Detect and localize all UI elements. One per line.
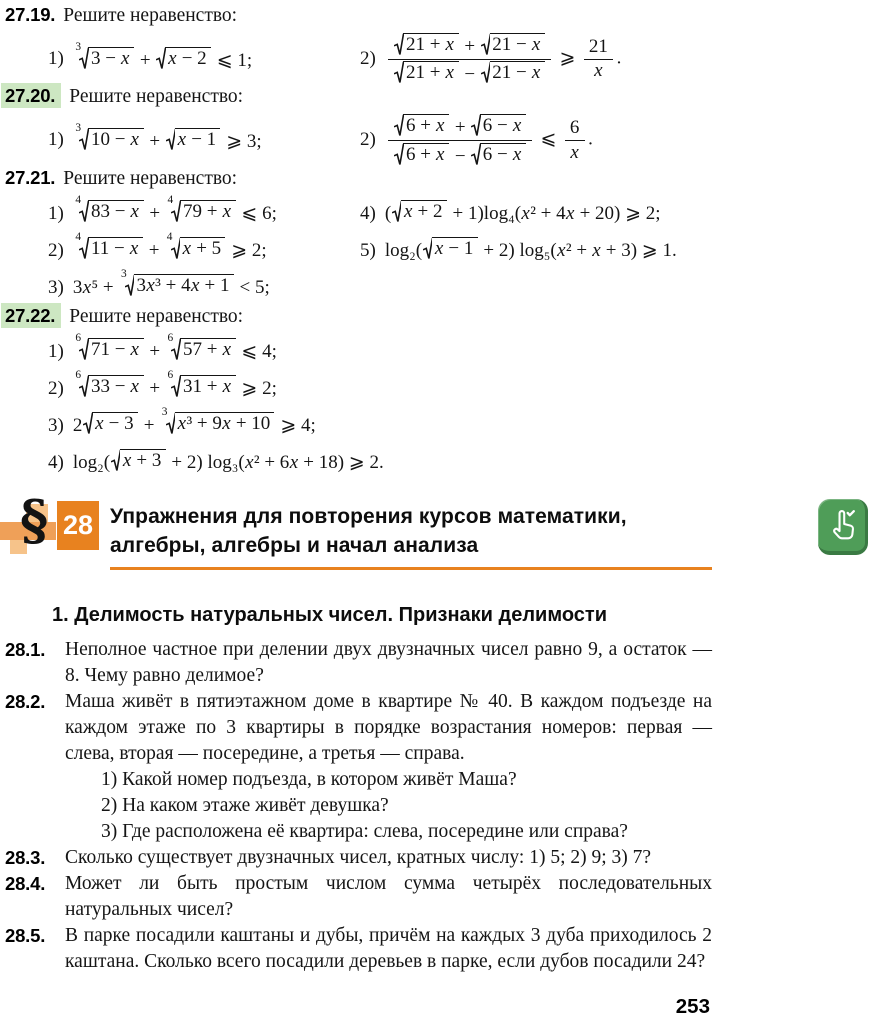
problem-text: Маша живёт в пятиэтажном доме в квартире № 40. В каждом подъезде на каждом этаже по 3 квартиры в порядке возрастания номеров: первая — слева, вторая — посередине, а третья — справа. bbox=[65, 690, 712, 764]
exercise-item bbox=[48, 268, 360, 305]
radicand: x − 3 bbox=[92, 412, 138, 435]
math-formula: 3 10 − x + x − 1 ⩾ 3; bbox=[75, 122, 262, 152]
problem-number: 28.2. bbox=[5, 690, 46, 712]
variable: x bbox=[521, 202, 530, 224]
exercise-number[interactable]: 27.20. bbox=[1, 83, 61, 108]
problem-item bbox=[0, 871, 712, 923]
item-label: 4) bbox=[360, 202, 376, 224]
problem-item bbox=[0, 845, 712, 871]
radicand: 6 + x bbox=[403, 114, 449, 137]
exercise-column bbox=[48, 332, 384, 480]
fraction bbox=[388, 33, 551, 85]
exercise-item bbox=[48, 231, 360, 268]
radical bbox=[167, 332, 235, 361]
math-formula: 4 11 − x + 4 x + 5 ⩾ 2; bbox=[75, 231, 267, 261]
exercise-column bbox=[48, 194, 360, 305]
radicand: x + 2 bbox=[401, 200, 447, 223]
item-label: 1) bbox=[48, 340, 64, 362]
exercise-item bbox=[48, 31, 360, 85]
exercise-item bbox=[48, 406, 360, 443]
exercise-number: 27.21. bbox=[5, 166, 56, 188]
radicand: 79 + x bbox=[180, 200, 235, 223]
radicand: 21 + x bbox=[403, 33, 458, 56]
exercise-column bbox=[360, 194, 876, 305]
variable: x bbox=[434, 237, 444, 259]
variable: x bbox=[445, 62, 454, 84]
radical bbox=[481, 33, 545, 56]
exercise-header bbox=[0, 4, 876, 31]
numerator: 6 + x + 6 − x bbox=[388, 114, 532, 141]
variable: x bbox=[557, 239, 566, 261]
radical bbox=[423, 237, 478, 260]
variable: x bbox=[130, 375, 139, 397]
math-formula: 21 + x + 21 − x 21 + x − 21 − x ⩾ $\frac{21}{x}$ . bbox=[385, 33, 621, 85]
root-index: 4 bbox=[166, 231, 173, 244]
chapter-header bbox=[0, 487, 876, 598]
radical bbox=[75, 231, 143, 260]
radical bbox=[156, 47, 211, 70]
item-label: 2) bbox=[48, 377, 64, 399]
problem-number: 28.1. bbox=[5, 638, 46, 660]
problem-number: 28.4. bbox=[5, 872, 46, 894]
radical bbox=[471, 143, 526, 166]
variable: x bbox=[512, 115, 522, 137]
exercise-item bbox=[48, 194, 360, 231]
root-index: 4 bbox=[167, 194, 174, 207]
denominator: 6 + x − 6 − x bbox=[394, 141, 527, 166]
item-label: 3) bbox=[48, 276, 64, 298]
exercise-item bbox=[360, 112, 876, 166]
exercise-items bbox=[0, 194, 876, 305]
radicand: 57 + x bbox=[180, 338, 235, 361]
math-formula: ( x + 2 + 1)log₄(x² + 4x + 20) ⩾ 2; bbox=[384, 200, 661, 224]
radicand: 6 − x bbox=[480, 143, 526, 166]
root-index: 4 bbox=[75, 194, 82, 207]
variable: x bbox=[82, 276, 92, 298]
exercise-item bbox=[48, 369, 360, 406]
radical bbox=[161, 406, 275, 435]
exercise-block bbox=[0, 167, 876, 305]
problem-subitem: 2) На каком этаже живёт девушка? bbox=[101, 794, 389, 816]
radicand: 6 − x bbox=[480, 114, 526, 137]
variable: x bbox=[531, 34, 541, 56]
variable: x bbox=[566, 202, 575, 224]
problem-text: Может ли быть простым числом сумма четырёх последовательных натуральных чисел? bbox=[65, 872, 712, 920]
radical bbox=[166, 231, 226, 260]
radicand: x + 5 bbox=[180, 237, 226, 260]
item-label: 5) bbox=[360, 239, 376, 261]
exercise-column bbox=[360, 112, 876, 166]
radicand: 21 − x bbox=[490, 33, 545, 56]
radical bbox=[111, 449, 166, 472]
section-number-box bbox=[57, 501, 99, 550]
variable: x bbox=[436, 143, 445, 165]
radical bbox=[75, 194, 143, 223]
math-formula: 6 71 − x + 6 57 + x ⩽ 4; bbox=[75, 332, 277, 362]
radical bbox=[471, 114, 526, 137]
radical bbox=[394, 33, 458, 56]
variable: x bbox=[289, 451, 299, 473]
math-formula: log₂( x + 3 + 2) log₃(x² + 6x + 18) ⩾ 2. bbox=[72, 449, 384, 473]
variable: x bbox=[245, 451, 254, 473]
math-formula: 3 3 − x + x − 2 ⩽ 1; bbox=[75, 41, 253, 71]
radical bbox=[394, 114, 449, 137]
variable: x bbox=[130, 200, 139, 222]
math-formula: 6 33 − x + 6 31 + x ⩾ 2; bbox=[75, 369, 277, 399]
radicand: x + 3 bbox=[120, 449, 166, 472]
exercise-items bbox=[0, 112, 876, 166]
radicand: 21 + x bbox=[403, 61, 458, 84]
problem-item bbox=[0, 923, 712, 975]
radical bbox=[167, 369, 235, 398]
radicand: 21 − x bbox=[490, 61, 545, 84]
root-index: 3 bbox=[75, 41, 82, 54]
problem-subitem: 3) Где расположена её квартира: слева, посередине или справа? bbox=[101, 820, 628, 842]
problem-text: Неполное частное при делении двух двузначных чисел равно 9, а остаток — 8. Чему равно делимое? bbox=[65, 638, 712, 686]
exercise-number[interactable]: 27.22. bbox=[1, 303, 61, 328]
section-number: 28 bbox=[62, 509, 94, 540]
root-index: 3 bbox=[120, 268, 127, 281]
exercise-number: 27.19. bbox=[5, 4, 56, 25]
section-title-line2: алгебры, алгебры и начал анализа bbox=[110, 533, 479, 557]
interactive-task-button[interactable] bbox=[818, 499, 868, 555]
variable: x bbox=[594, 60, 603, 82]
radicand: 83 − x bbox=[88, 200, 143, 223]
paragraph-icon: § bbox=[20, 487, 49, 552]
radical bbox=[481, 61, 545, 84]
exercise-item bbox=[48, 443, 384, 480]
radicand: 6 + x bbox=[403, 143, 449, 166]
exercise-item bbox=[48, 112, 360, 166]
radicand: 10 − x bbox=[88, 128, 143, 151]
problem-item bbox=[0, 637, 712, 689]
root-index: 6 bbox=[167, 369, 174, 382]
radical bbox=[394, 143, 449, 166]
variable: x bbox=[190, 274, 200, 296]
radicand: x³ + 9x + 10 bbox=[175, 412, 275, 435]
variable: x bbox=[129, 237, 139, 259]
variable: x bbox=[222, 375, 231, 397]
variable: x bbox=[222, 338, 231, 360]
page-number: 253 bbox=[675, 995, 710, 1018]
radical bbox=[75, 369, 143, 398]
root-index: 6 bbox=[75, 332, 82, 345]
variable: x bbox=[570, 141, 579, 163]
item-label: 2) bbox=[48, 239, 64, 261]
exercise-prompt: Решите неравенство: bbox=[63, 167, 238, 189]
variable: x bbox=[403, 200, 413, 222]
denominator bbox=[570, 141, 579, 162]
exercise-block bbox=[0, 4, 876, 85]
math-formula: 4 83 − x + 4 79 + x ⩽ 6; bbox=[75, 194, 277, 224]
problem-text: В парке посадили каштаны и дубы, причём на каждых 3 дуба приходилось 2 каштана. Сколько всего посадили деревьев в парке, если дубов посадили 24? bbox=[65, 924, 712, 972]
variable: x bbox=[445, 34, 454, 56]
fraction bbox=[388, 114, 532, 166]
problem-number: 28.3. bbox=[5, 846, 46, 868]
radical bbox=[166, 128, 221, 151]
radicand: x − 1 bbox=[175, 128, 221, 151]
radical bbox=[83, 412, 138, 435]
exercise-column bbox=[48, 31, 360, 85]
section-divider bbox=[110, 567, 712, 571]
variable: x bbox=[512, 143, 522, 165]
exercise-item bbox=[48, 332, 360, 369]
exercise-item bbox=[360, 31, 876, 85]
numerator: 21 + x + 21 − x bbox=[388, 33, 551, 60]
variable: x bbox=[177, 412, 187, 434]
denominator bbox=[594, 60, 603, 81]
problem-number: 28.5. bbox=[5, 924, 46, 946]
radical bbox=[75, 332, 143, 361]
item-label: 2) bbox=[360, 48, 376, 70]
word-problems bbox=[0, 637, 712, 975]
exercise-column bbox=[360, 31, 876, 85]
fraction bbox=[565, 118, 585, 162]
exercise-prompt: Решите неравенство: bbox=[69, 86, 244, 108]
radical bbox=[392, 200, 447, 223]
section-title bbox=[110, 502, 720, 560]
exercise-prompt: Решите неравенство: bbox=[69, 305, 244, 327]
radicand: 3 − x bbox=[88, 47, 134, 70]
problem-subitem: 1) Какой номер подъезда, в котором живёт Маша? bbox=[101, 768, 517, 790]
exercise-header bbox=[0, 167, 876, 194]
exercise-header bbox=[0, 305, 876, 332]
problem-text: Сколько существует двузначных чисел, кратных числу: 1) 5; 2) 9; 3) 7? bbox=[65, 846, 652, 868]
radicand: 3x³ + 4x + 1 bbox=[134, 274, 234, 297]
math-formula: 3x⁵ + 3 3x³ + 4x + 1 < 5; bbox=[72, 268, 270, 298]
exercise-header bbox=[0, 85, 876, 112]
variable: x bbox=[122, 449, 132, 471]
root-index: 3 bbox=[161, 406, 168, 419]
exercise-items bbox=[0, 332, 876, 480]
exercise-items bbox=[0, 31, 876, 85]
exercise-item bbox=[360, 231, 876, 268]
radicand: 71 − x bbox=[88, 338, 143, 361]
variable: x bbox=[121, 47, 130, 69]
fraction bbox=[584, 37, 614, 81]
radical bbox=[75, 41, 134, 70]
item-label: 1) bbox=[48, 202, 64, 224]
hand-check-icon bbox=[826, 507, 858, 543]
section-title-line1: Упражнения для повторения курсов математики, bbox=[110, 504, 627, 528]
math-formula: log₂( x − 1 + 2) log₅(x² + x + 3) ⩾ 1. bbox=[384, 237, 677, 261]
variable: x bbox=[95, 412, 104, 434]
problem-item bbox=[0, 689, 712, 845]
item-label: 4) bbox=[48, 451, 64, 473]
exercise-block bbox=[0, 85, 876, 166]
numerator: 21 bbox=[584, 37, 614, 60]
variable: x bbox=[592, 239, 601, 261]
root-index: 4 bbox=[75, 231, 82, 244]
exercise-item bbox=[360, 194, 876, 231]
radicand: 33 − x bbox=[88, 375, 143, 398]
exercise-block bbox=[0, 305, 876, 480]
item-label: 2) bbox=[360, 129, 376, 151]
root-index: 3 bbox=[75, 122, 82, 135]
radicand: 31 + x bbox=[180, 375, 235, 398]
radical bbox=[167, 194, 235, 223]
radicand: x − 2 bbox=[165, 47, 211, 70]
denominator: 21 + x − 21 − x bbox=[394, 60, 546, 85]
exercise-prompt: Решите неравенство: bbox=[63, 5, 238, 26]
math-formula: 2 x − 3 + 3 x³ + 9x + 10 ⩾ 4; bbox=[72, 406, 316, 436]
root-index: 6 bbox=[75, 369, 82, 382]
variable: x bbox=[146, 274, 155, 296]
variable: x bbox=[436, 115, 445, 137]
item-label: 1) bbox=[48, 48, 64, 69]
variable: x bbox=[177, 128, 187, 150]
inequality-exercises bbox=[0, 0, 876, 480]
numerator: 6 bbox=[565, 118, 585, 141]
root-index: 6 bbox=[167, 332, 174, 345]
exercise-column bbox=[48, 112, 360, 166]
radicand: x − 1 bbox=[432, 237, 478, 260]
variable: x bbox=[222, 412, 231, 434]
subsection-title: 1. Делимость натуральных чисел. Признаки делимости bbox=[52, 603, 608, 626]
variable: x bbox=[531, 62, 541, 84]
radical bbox=[394, 61, 458, 84]
radicand: 11 − x bbox=[88, 237, 143, 260]
item-label: 3) bbox=[48, 414, 64, 436]
variable: x bbox=[222, 200, 231, 222]
variable: x bbox=[130, 338, 139, 360]
variable: x bbox=[130, 128, 139, 150]
math-formula: 6 + x + 6 − x 6 + x − 6 − x ⩽ $\frac{6}{x}$ . bbox=[385, 114, 593, 166]
item-label: 1) bbox=[48, 129, 64, 151]
variable: x bbox=[182, 237, 192, 259]
radical bbox=[75, 122, 143, 151]
variable: x bbox=[168, 47, 177, 69]
